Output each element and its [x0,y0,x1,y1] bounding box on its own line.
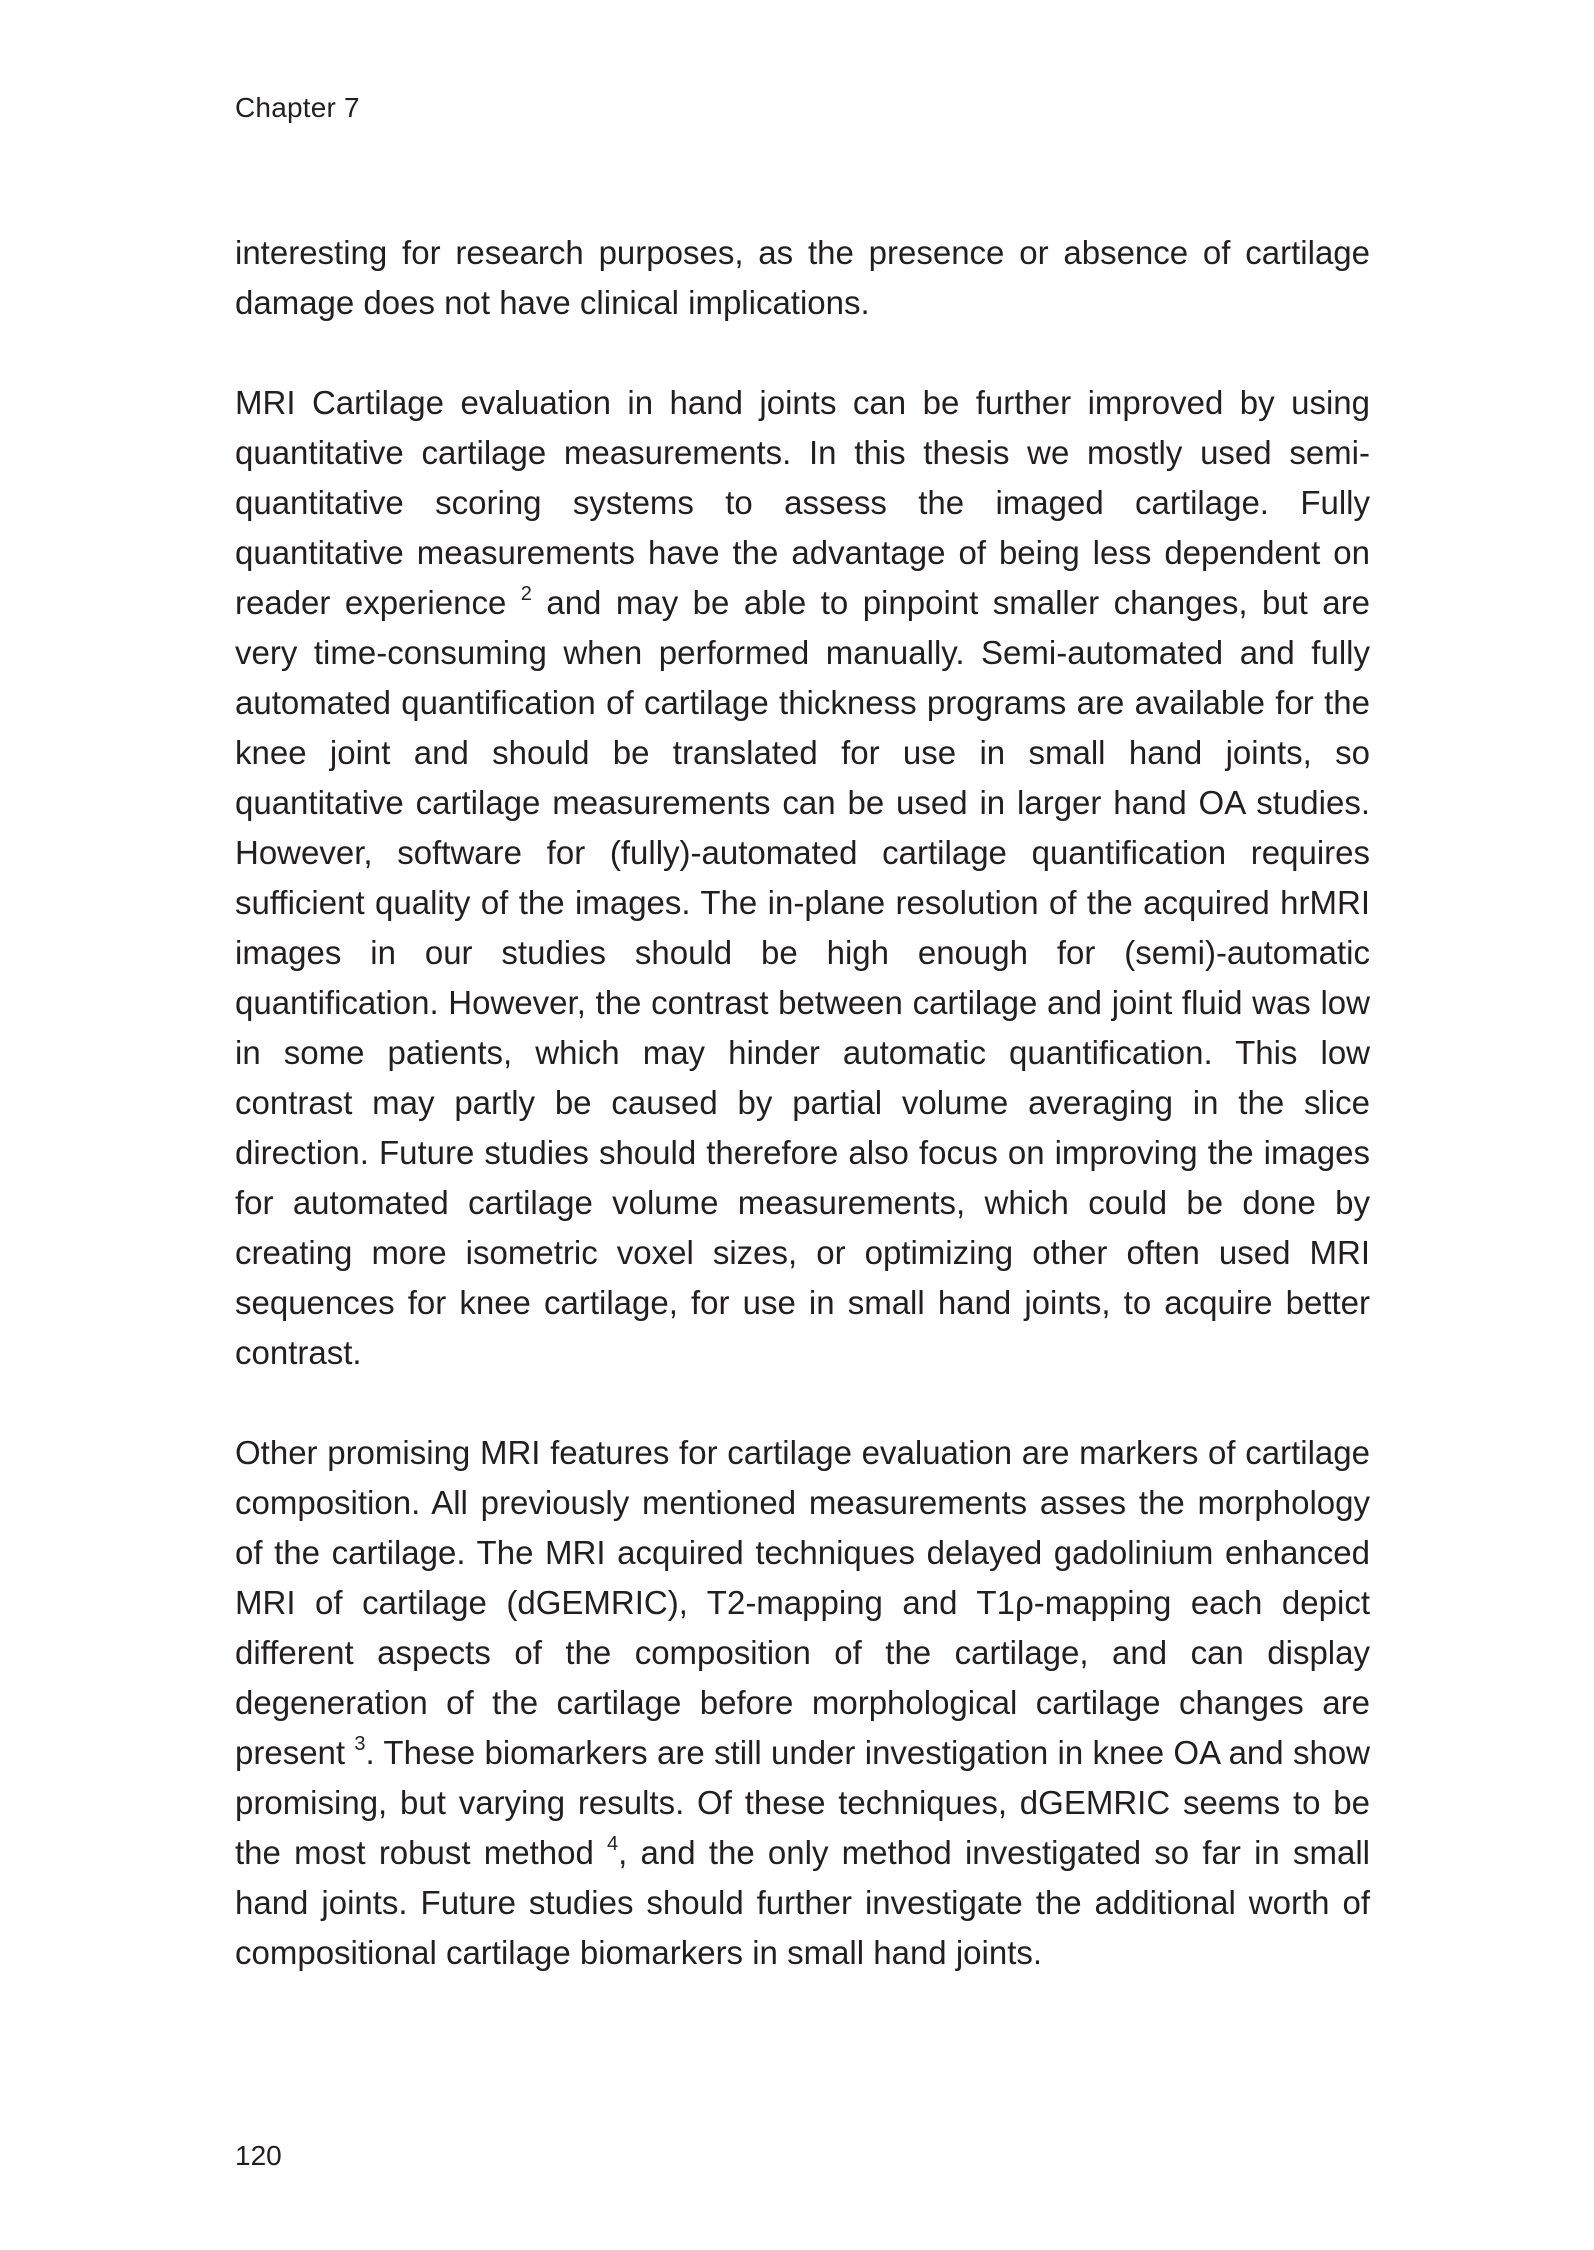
body-text [235,228,1370,1978]
paragraph-3-text-a: Other promising MRI features for cartilage evaluation are markers of cartilage composition. All previously mentioned measurements asses the morphology of the cartilage. The MRI acquired techniques delayed gadolinium enhanced MRI of cartilage (dGEMRIC), T2-mapping and T1ρ-mapping each depict different aspects of the composition of the cartilage, and can display degeneration of the cartilage before morphological cartilage changes are present [235,1434,1370,1771]
paragraph-3-text-b: . These biomarkers are still under investigation in knee OA and show promising, but varying results. Of these techniques, dGEMRIC seems to be the most robust method [235,1734,1370,1871]
paragraph-2-text-b: and may be able to pinpoint smaller changes, but are very time-consuming when performed manually. Semi-automated and fully automated quantification of cartilage thickness programs are available for the knee joint and should be translated for use in small hand joints, so quantitative cartilage measurements can be used in larger hand OA studies. However, software for (fully)-automated cartilage quantification requires sufficient quality of the images. The in-plane resolution of the acquired hrMRI images in our studies should be high enough for (semi)-automatic quantification. However, the contrast between cartilage and joint fluid was low in some patients, which may hinder automatic quantification. This low contrast may partly be caused by partial volume averaging in the slice direction. Future studies should therefore also focus on improving the images for automated cartilage volume measurements, which could be done by creating more isometric voxel sizes, or optimizing other often used MRI sequences for knee cartilage, for use in small hand joints, to acquire better contrast. [235,584,1370,1371]
paragraph-2 [235,378,1370,1378]
running-head: Chapter 7 [235,92,360,123]
citation-ref-2: 2 [520,583,532,605]
page-number: 120 [235,2140,282,2171]
paragraph-1: interesting for research purposes, as the presence or absence of cartilage damage does not have clinical implications. [235,234,1370,321]
paragraph-3 [235,1428,1370,1978]
citation-ref-4: 4 [607,1833,619,1855]
paragraph-2-text-a: MRI Cartilage evaluation in hand joints can be further improved by using quantitative cartilage measurements. In this thesis we mostly used semi-quantitative scoring systems to assess the imaged cartilage. Fully quantitative measurements have the advantage of being less dependent on reader experience [235,384,1370,621]
citation-ref-3: 3 [354,1733,366,1755]
paragraph-3-text-c: , and the only method investigated so far in small hand joints. Future studies should further investigate the additional worth of compositional cartilage biomarkers in small hand joints. [235,1834,1370,1971]
